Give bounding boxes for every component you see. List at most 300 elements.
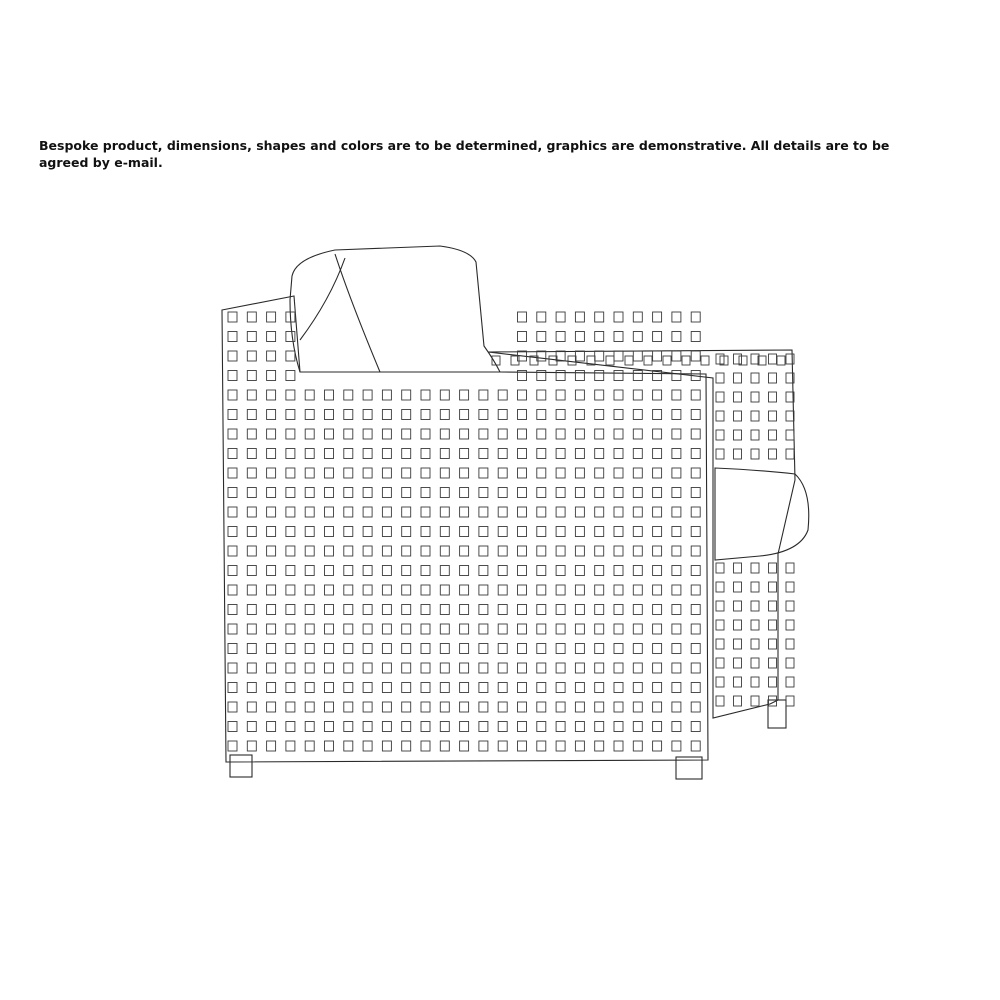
weave-cell	[247, 683, 256, 693]
weave-cell	[305, 722, 314, 732]
weave-cell	[325, 663, 334, 673]
weave-cell	[537, 429, 546, 439]
weave-cell	[568, 356, 576, 365]
weave-cell	[751, 620, 759, 630]
weave-cell	[653, 663, 662, 673]
weave-cell	[305, 449, 314, 459]
weave-cell	[402, 429, 411, 439]
weave-cell	[633, 546, 642, 556]
weave-cell	[633, 624, 642, 634]
weave-cell	[247, 468, 256, 478]
weave-cell	[537, 390, 546, 400]
weave-cell	[402, 741, 411, 751]
weave-cell	[460, 566, 469, 576]
weave-cell	[498, 488, 507, 498]
weave-cell	[691, 585, 700, 595]
weave-cell	[575, 741, 584, 751]
weave-cell	[614, 390, 623, 400]
weave-cell	[305, 741, 314, 751]
weave-cell	[653, 527, 662, 537]
weave-cell	[402, 468, 411, 478]
weave-cell	[267, 332, 276, 342]
weave-cell	[247, 449, 256, 459]
weave-cell	[716, 373, 724, 383]
weave-cell	[633, 488, 642, 498]
weave-cell	[575, 351, 584, 361]
weave-cell	[440, 410, 449, 420]
weave-cell	[325, 410, 334, 420]
weave-cell	[625, 356, 633, 365]
weave-cell	[751, 658, 759, 668]
weave-cell	[498, 566, 507, 576]
weave-cell	[305, 585, 314, 595]
weave-cell	[595, 527, 604, 537]
weave-cell	[421, 605, 430, 615]
weave-cell	[402, 663, 411, 673]
weave-cell	[247, 605, 256, 615]
weave-cell	[734, 639, 742, 649]
weave-cell	[595, 663, 604, 673]
weave-cell	[786, 639, 794, 649]
weave-cell	[479, 624, 488, 634]
weave-cell	[382, 605, 391, 615]
weave-cell	[440, 429, 449, 439]
weave-cell	[653, 741, 662, 751]
weave-cell	[663, 356, 671, 365]
weave-cell	[421, 566, 430, 576]
weave-cell	[305, 566, 314, 576]
weave-cell	[633, 585, 642, 595]
weave-cell	[363, 741, 372, 751]
weave-cell	[247, 410, 256, 420]
weave-cell	[653, 351, 662, 361]
weave-cell	[716, 696, 724, 706]
weave-cell	[460, 390, 469, 400]
weave-cell	[421, 741, 430, 751]
weave-cell	[305, 644, 314, 654]
weave-cell	[556, 722, 565, 732]
weave-cell	[479, 410, 488, 420]
weave-cell	[247, 702, 256, 712]
weave-cell	[653, 683, 662, 693]
weave-cell	[267, 566, 276, 576]
weave-cell	[633, 351, 642, 361]
weave-cell	[633, 741, 642, 751]
weave-cell	[228, 566, 237, 576]
weave-cell	[691, 410, 700, 420]
weave-cell	[653, 507, 662, 517]
weave-cell	[305, 527, 314, 537]
weave-cell	[595, 312, 604, 322]
weave-cell	[305, 683, 314, 693]
weave-cell	[633, 312, 642, 322]
weave-cell	[247, 312, 256, 322]
weave-cell	[440, 488, 449, 498]
weave-cell	[344, 722, 353, 732]
weave-cell	[267, 585, 276, 595]
weave-cell	[633, 468, 642, 478]
weave-cell	[734, 392, 742, 402]
weave-cell	[575, 488, 584, 498]
weave-cell	[672, 488, 681, 498]
weave-cell	[286, 585, 295, 595]
weave-cell	[786, 620, 794, 630]
weave-cell	[382, 429, 391, 439]
weave-cell	[614, 585, 623, 595]
weave-cell	[286, 741, 295, 751]
weave-cell	[653, 410, 662, 420]
weave-cell	[498, 585, 507, 595]
weave-cell	[786, 601, 794, 611]
weave-cell	[518, 488, 527, 498]
weave-cell	[247, 663, 256, 673]
weave-cell	[653, 449, 662, 459]
weave-cell	[734, 373, 742, 383]
weave-cell	[325, 390, 334, 400]
weave-cell	[382, 488, 391, 498]
weave-cell	[382, 566, 391, 576]
weave-cell	[537, 507, 546, 517]
weave-cell	[267, 527, 276, 537]
weave-cell	[498, 663, 507, 673]
weave-cell	[247, 741, 256, 751]
weave-cell	[614, 410, 623, 420]
weave-cell	[672, 332, 681, 342]
weave-cell	[595, 449, 604, 459]
weave-cell	[325, 566, 334, 576]
weave-cell	[614, 312, 623, 322]
weave-cell	[305, 624, 314, 634]
weave-cell	[498, 722, 507, 732]
weave-cell	[498, 644, 507, 654]
weave-cell	[479, 585, 488, 595]
weave-cell	[382, 585, 391, 595]
weave-cell	[498, 468, 507, 478]
weave-cell	[440, 741, 449, 751]
weave-cell	[653, 605, 662, 615]
weave-cell	[421, 683, 430, 693]
weave-cell	[556, 449, 565, 459]
weave-cell	[575, 624, 584, 634]
weave-cell	[751, 677, 759, 687]
weave-cell	[267, 312, 276, 322]
weave-cell	[267, 449, 276, 459]
weave-cell	[691, 507, 700, 517]
weave-cell	[751, 373, 759, 383]
weave-cell	[421, 546, 430, 556]
weave-cell	[575, 312, 584, 322]
weave-cell	[595, 468, 604, 478]
weave-cell	[556, 702, 565, 712]
weave-cell	[363, 507, 372, 517]
weave-cell	[672, 566, 681, 576]
weave-cell	[633, 605, 642, 615]
weave-cell	[363, 605, 372, 615]
weave-cell	[440, 644, 449, 654]
weave-cell	[518, 507, 527, 517]
weave-cell	[518, 741, 527, 751]
weave-cell	[672, 605, 681, 615]
weave-cell	[460, 683, 469, 693]
weave-cell	[751, 582, 759, 592]
weave-cell	[769, 373, 777, 383]
weave-cell	[769, 563, 777, 573]
weave-cell	[537, 741, 546, 751]
weave-cell	[325, 585, 334, 595]
weave-cell	[344, 702, 353, 712]
weave-cell	[672, 546, 681, 556]
weave-cell	[228, 371, 237, 381]
weave-cell	[267, 702, 276, 712]
weave-cell	[460, 605, 469, 615]
weave-cell	[575, 507, 584, 517]
weave-cell	[228, 507, 237, 517]
weave-cell	[305, 702, 314, 712]
weave-cell	[672, 468, 681, 478]
weave-cell	[440, 566, 449, 576]
weave-cell	[440, 683, 449, 693]
weave-cell	[614, 488, 623, 498]
weave-cell	[421, 702, 430, 712]
weave-cell	[363, 624, 372, 634]
weave-cell	[734, 601, 742, 611]
weave-cell	[786, 563, 794, 573]
weave-cell	[653, 546, 662, 556]
weave-cell	[691, 390, 700, 400]
weave-cell	[777, 356, 785, 365]
weave-cell	[595, 585, 604, 595]
weave-cell	[537, 488, 546, 498]
weave-cell	[325, 741, 334, 751]
weave-cell	[498, 605, 507, 615]
weave-cell	[691, 722, 700, 732]
weave-cell	[769, 601, 777, 611]
weave-cell	[479, 683, 488, 693]
weave-cell	[751, 411, 759, 421]
weave-cell	[653, 644, 662, 654]
weave-cell	[691, 683, 700, 693]
weave-cell	[479, 722, 488, 732]
weave-cell	[672, 585, 681, 595]
weave-cell	[498, 449, 507, 459]
weave-cell	[286, 663, 295, 673]
weave-cell	[672, 429, 681, 439]
weave-cell	[344, 566, 353, 576]
weave-cell	[325, 429, 334, 439]
weave-cell	[421, 663, 430, 673]
weave-cell	[421, 449, 430, 459]
weave-cell	[382, 410, 391, 420]
weave-cell	[247, 585, 256, 595]
weave-cell	[247, 644, 256, 654]
weave-cell	[653, 488, 662, 498]
weave-cell	[344, 741, 353, 751]
weave-cell	[460, 527, 469, 537]
weave-cell	[228, 741, 237, 751]
weave-cell	[305, 468, 314, 478]
weave-cell	[325, 507, 334, 517]
weave-cell	[537, 449, 546, 459]
weave-cell	[479, 605, 488, 615]
weave-cell	[382, 702, 391, 712]
weave-cell	[716, 449, 724, 459]
weave-cell	[286, 449, 295, 459]
weave-cell	[382, 663, 391, 673]
weave-cell	[633, 663, 642, 673]
weave-cell	[267, 507, 276, 517]
weave-cell	[614, 663, 623, 673]
weave-cell	[286, 371, 295, 381]
weave-cell	[479, 663, 488, 673]
weave-cell	[440, 546, 449, 556]
weave-cell	[479, 507, 488, 517]
weave-cell	[247, 507, 256, 517]
weave-cell	[267, 722, 276, 732]
weave-cell	[325, 449, 334, 459]
weave-cell	[556, 371, 565, 381]
weave-cell	[460, 429, 469, 439]
weave-cell	[344, 410, 353, 420]
back-cushion-seam	[300, 258, 345, 340]
weave-cell	[363, 410, 372, 420]
weave-cell	[786, 696, 794, 706]
weave-cell	[653, 312, 662, 322]
weave-cell	[325, 527, 334, 537]
weave-cell	[751, 392, 759, 402]
weave-cell	[786, 658, 794, 668]
weave-cell	[575, 468, 584, 478]
weave-cell	[267, 351, 276, 361]
weave-cell	[751, 696, 759, 706]
back-cushion-fold	[335, 254, 380, 372]
weave-cell	[614, 624, 623, 634]
weave-cell	[691, 566, 700, 576]
weave-cell	[460, 741, 469, 751]
weave-cell	[653, 468, 662, 478]
weave-cell	[701, 356, 709, 365]
weave-cell	[556, 507, 565, 517]
weave-cell	[305, 488, 314, 498]
weave-cell	[363, 722, 372, 732]
weave-cell	[344, 605, 353, 615]
weave-cell	[691, 663, 700, 673]
weave-cell	[286, 410, 295, 420]
weave-cell	[363, 429, 372, 439]
weave-cell	[672, 644, 681, 654]
weave-cell	[537, 702, 546, 712]
weave-cell	[575, 371, 584, 381]
weave-cell	[518, 527, 527, 537]
weave-cell	[769, 658, 777, 668]
weave-cell	[769, 620, 777, 630]
weave-cell	[734, 354, 742, 364]
weave-cell	[595, 644, 604, 654]
weave-cell	[575, 566, 584, 576]
weave-cell	[518, 624, 527, 634]
weave-cell	[537, 332, 546, 342]
weave-cell	[518, 468, 527, 478]
weave-cell	[421, 722, 430, 732]
weave-cell	[363, 585, 372, 595]
weave-cell	[537, 546, 546, 556]
weave-cell	[344, 585, 353, 595]
weave-cell	[402, 488, 411, 498]
weave-cell	[344, 488, 353, 498]
weave-cell	[734, 563, 742, 573]
weave-cell	[614, 683, 623, 693]
weave-cell	[575, 702, 584, 712]
weave-cell	[672, 624, 681, 634]
weave-cell	[247, 722, 256, 732]
weave-cell	[228, 312, 237, 322]
weave-cell	[633, 410, 642, 420]
weave-cell	[556, 410, 565, 420]
weave-cell	[691, 624, 700, 634]
weave-cell	[716, 392, 724, 402]
weave-cell	[344, 546, 353, 556]
weave-cell	[363, 546, 372, 556]
weave-cell	[228, 332, 237, 342]
weave-cell	[247, 527, 256, 537]
weave-cell	[402, 566, 411, 576]
weave-cell	[537, 566, 546, 576]
weave-cell	[575, 585, 584, 595]
weave-cell	[653, 722, 662, 732]
weave-cell	[595, 410, 604, 420]
weave-cell	[247, 371, 256, 381]
weave-cell	[382, 741, 391, 751]
weave-cell	[305, 507, 314, 517]
weave-cell	[267, 741, 276, 751]
weave-cell	[286, 683, 295, 693]
weave-cell	[614, 351, 623, 361]
weave-cell	[734, 677, 742, 687]
weave-cell	[633, 644, 642, 654]
weave-cell	[479, 644, 488, 654]
weave-cell	[614, 429, 623, 439]
weave-cell	[382, 468, 391, 478]
weave-cell	[228, 351, 237, 361]
weave-cell	[344, 449, 353, 459]
weave-cell	[460, 546, 469, 556]
weave-cell	[305, 605, 314, 615]
weave-cell	[402, 644, 411, 654]
weave-cell	[402, 722, 411, 732]
weave-cell	[498, 683, 507, 693]
weave-cell	[440, 449, 449, 459]
weave-cell	[691, 527, 700, 537]
weave-cell	[228, 429, 237, 439]
weave-cell	[653, 624, 662, 634]
weave-cell	[575, 722, 584, 732]
weave-cell	[518, 429, 527, 439]
weave-cell	[325, 468, 334, 478]
weave-cell	[595, 390, 604, 400]
weave-cell	[344, 429, 353, 439]
weave-cell	[479, 566, 488, 576]
weave-cell	[286, 488, 295, 498]
weave-cell	[575, 644, 584, 654]
weave-cell	[734, 449, 742, 459]
weave-cell	[498, 546, 507, 556]
weave-cell	[518, 683, 527, 693]
weave-cell	[363, 468, 372, 478]
weave-cell	[382, 683, 391, 693]
weave-cell	[556, 566, 565, 576]
weave-cell	[614, 722, 623, 732]
weave-cell	[518, 449, 527, 459]
weave-cell	[786, 411, 794, 421]
